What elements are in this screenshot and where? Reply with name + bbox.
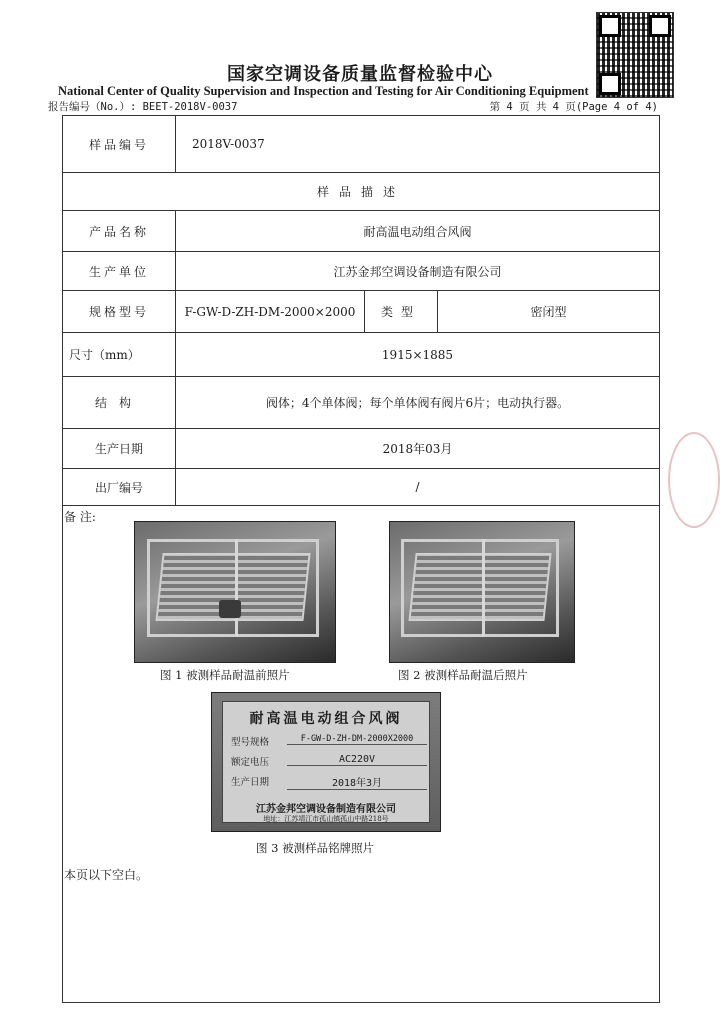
nameplate-photo bbox=[211, 692, 441, 832]
nameplate-address: 地址：江苏靖江市孤山镇孤山中路218号 bbox=[263, 815, 389, 823]
figure-3-caption: 图 3 被测样品铭牌照片 bbox=[256, 841, 375, 855]
table-row bbox=[63, 291, 660, 333]
table-row bbox=[63, 429, 660, 469]
page-info: 第 4 页 共 4 页(Page 4 of 4) bbox=[489, 101, 658, 113]
table-row bbox=[63, 211, 660, 252]
manufacturer-label: 生产单位 bbox=[63, 252, 176, 291]
serial-value: / bbox=[176, 469, 660, 506]
nameplate-title: 耐高温电动组合风阀 bbox=[249, 711, 403, 727]
model-value: F-GW-D-ZH-DM-2000×2000 bbox=[176, 291, 365, 333]
structure-label: 结构 bbox=[63, 377, 176, 429]
type-value: 密闭型 bbox=[438, 291, 660, 333]
manufacturer-value: 江苏金邦空调设备制造有限公司 bbox=[176, 252, 660, 291]
table-row bbox=[63, 377, 660, 429]
sample-no-value: 2018V-0037 bbox=[176, 116, 660, 173]
size-label: 尺寸（mm） bbox=[63, 333, 176, 377]
sample-no-label: 样品编号 bbox=[63, 116, 176, 173]
model-label: 规格型号 bbox=[63, 291, 176, 333]
serial-label: 出厂编号 bbox=[63, 469, 176, 506]
table-row bbox=[63, 469, 660, 506]
table-row bbox=[63, 116, 660, 173]
nameplate-company: 江苏金邦空调设备制造有限公司 bbox=[256, 804, 396, 815]
product-name-value: 耐高温电动组合风阀 bbox=[176, 211, 660, 252]
nameplate-date-label: 生产日期 bbox=[231, 777, 270, 788]
header-title-en: National Center of Quality Supervision and Inspection and Testing for Air Conditioning Equipment bbox=[58, 84, 589, 98]
product-name-label: 产品名称 bbox=[63, 211, 176, 252]
nameplate-voltage-label: 额定电压 bbox=[231, 757, 270, 768]
figure-2-caption: 图 2 被测样品耐温后照片 bbox=[398, 668, 528, 682]
report-number: 报告编号（No.）: BEET-2018V-0037 bbox=[48, 101, 238, 113]
table-row bbox=[63, 173, 660, 211]
structure-value: 阀体；4个单体阀；每个单体阀有阀片6片；电动执行器。 bbox=[176, 377, 660, 429]
figure-1-caption: 图 1 被测样品耐温前照片 bbox=[160, 668, 290, 682]
photo-after-test bbox=[389, 521, 575, 663]
nameplate-date-value: 2018年3月 bbox=[287, 774, 427, 790]
nameplate-model-label: 型号规格 bbox=[231, 737, 270, 748]
type-label: 类型 bbox=[365, 291, 438, 333]
sample-info-table bbox=[62, 115, 660, 506]
photo-before-test bbox=[134, 521, 336, 663]
remarks-label: 备 注: bbox=[64, 510, 96, 524]
nameplate-voltage-value: AC220V bbox=[287, 754, 427, 766]
table-row bbox=[63, 252, 660, 291]
size-value: 1915×1885 bbox=[176, 333, 660, 377]
seal-stamp bbox=[668, 432, 720, 528]
blank-page-note: 本页以下空白。 bbox=[64, 868, 149, 882]
production-date-label: 生产日期 bbox=[63, 429, 176, 469]
header-title-zh: 国家空调设备质量监督检验中心 bbox=[227, 64, 493, 85]
section-title: 样品描述 bbox=[63, 173, 660, 211]
table-row bbox=[63, 333, 660, 377]
nameplate-model-value: F-GW-D-ZH-DM-2000X2000 bbox=[287, 734, 427, 745]
production-date-value: 2018年03月 bbox=[176, 429, 660, 469]
